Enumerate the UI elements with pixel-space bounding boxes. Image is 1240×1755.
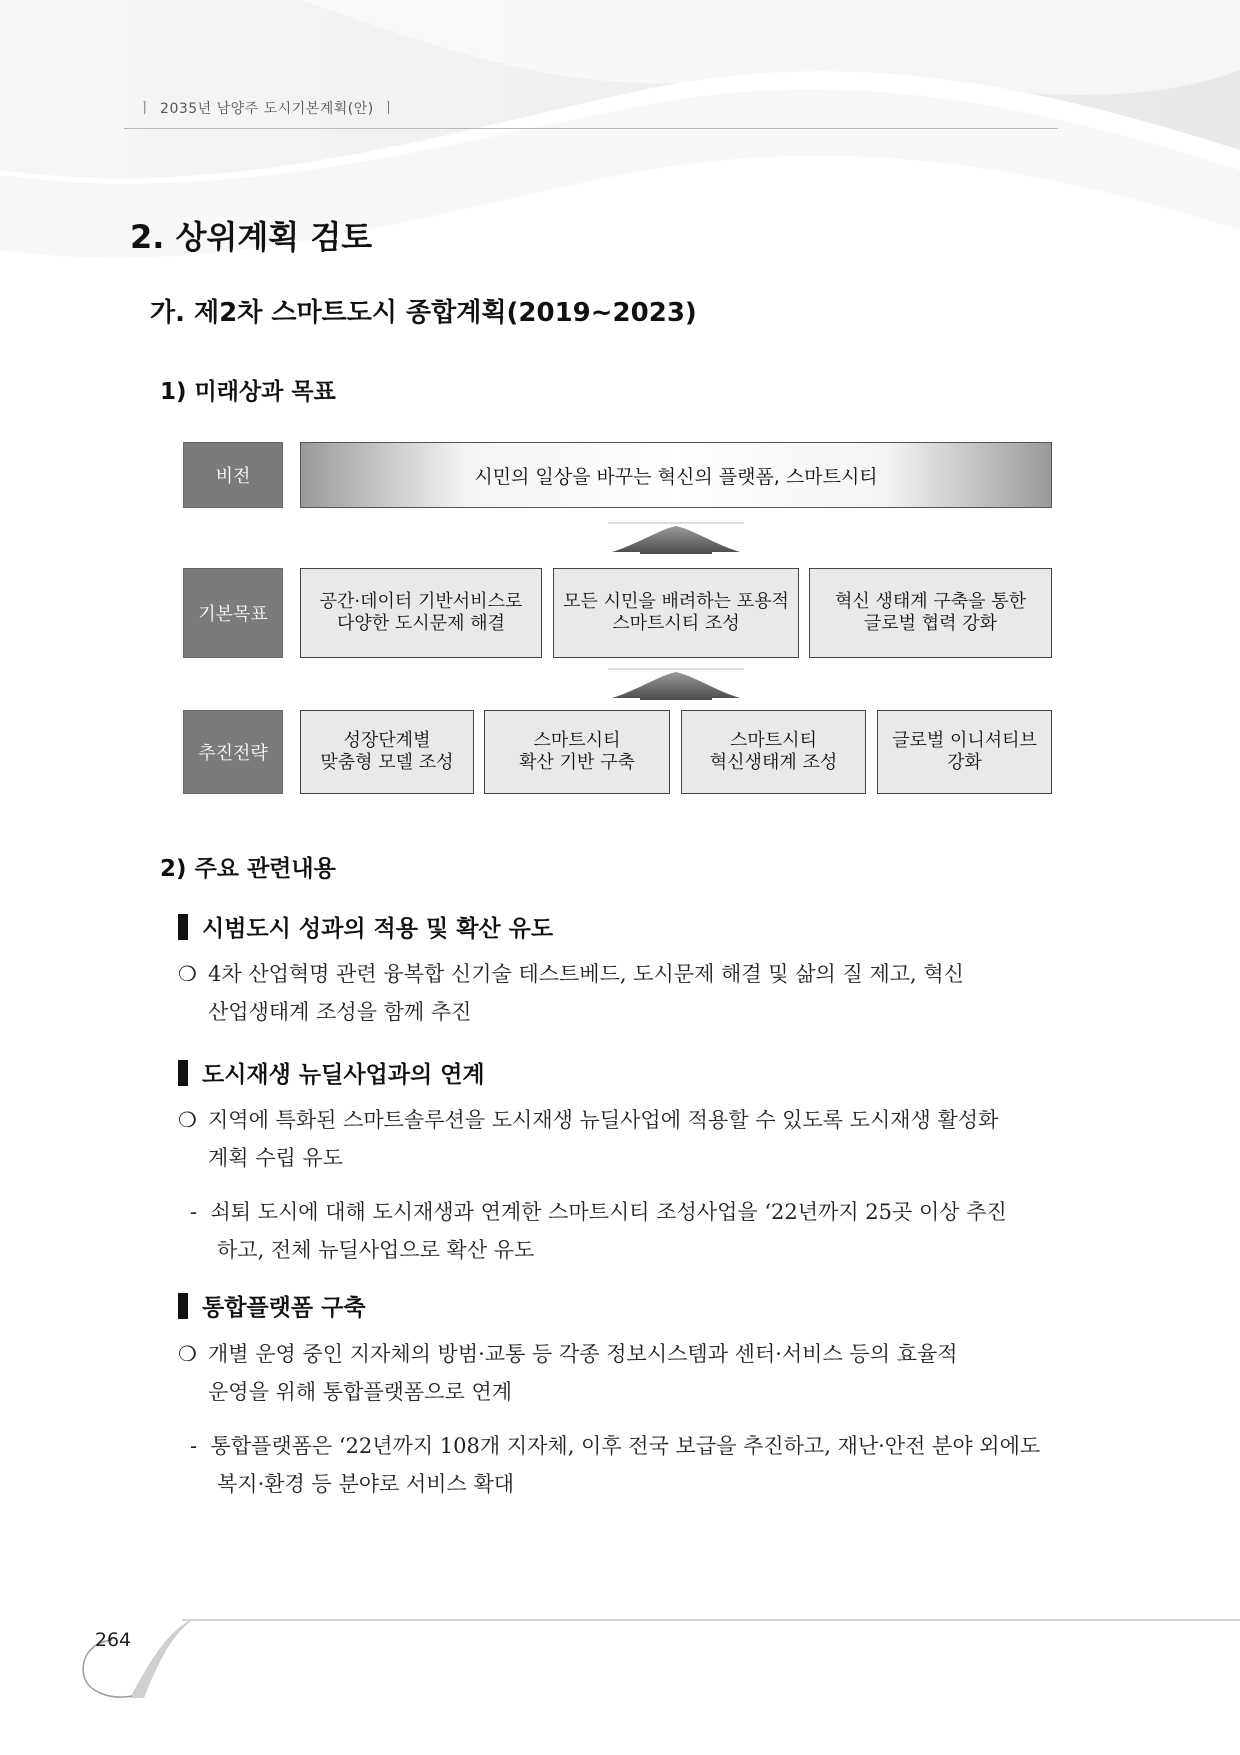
dash-paragraph-3 <box>190 1427 1056 1503</box>
goal-box-2: 모든 시민을 배려하는 포용적 스마트시티 조성 <box>553 568 799 658</box>
topic-heading-2 <box>178 1056 485 1089</box>
arrow-up-icon <box>608 668 744 702</box>
strategy-box-1: 성장단계별 맞춤형 모델 조성 <box>300 710 474 794</box>
topic-heading-3 <box>178 1289 366 1322</box>
row-label-vision: 비전 <box>183 442 283 508</box>
section-heading: 2. 상위계획 검토 <box>130 218 373 256</box>
vision-box: 시민의 일상을 바꾸는 혁신의 플랫폼, 스마트시티 <box>300 442 1052 508</box>
topic-heading-1-text: 시범도시 성과의 적용 및 확산 유도 <box>202 916 554 942</box>
dash-2-line-1: 쇠퇴 도시에 대해 도시재생과 연계한 스마트시티 조성사업을 ‘22년까지 25곳 이상 추진 <box>210 1200 1007 1224</box>
bullet-1-line-2: 산업생태계 조성을 함께 추진 <box>208 1000 472 1024</box>
bullet-1-line-1: 4차 산업혁명 관련 융복합 신기술 테스트베드, 도시문제 해결 및 삶의 질 제고, 혁신 <box>208 962 964 986</box>
dash-paragraph-2 <box>190 1193 1056 1269</box>
bullet-2-line-2: 계획 수립 유도 <box>208 1146 344 1170</box>
topic-heading-3-text: 통합플랫폼 구축 <box>202 1295 366 1321</box>
dash-mark: - <box>190 1200 198 1224</box>
bullet-3-line-2: 운영을 위해 통합플랫폼으로 연계 <box>208 1380 513 1404</box>
header-bar-left: ㅣ <box>138 101 153 117</box>
subsection-heading: 가. 제2차 스마트도시 종합계획(2019~2023) <box>150 298 697 328</box>
dash-2-line-2: 하고, 전체 뉴딜사업으로 확산 유도 <box>217 1238 535 1262</box>
topic-heading-2-text: 도시재생 뉴딜사업과의 연계 <box>202 1062 485 1088</box>
dash-mark: - <box>190 1434 198 1458</box>
strategy-box-3: 스마트시티 혁신생태계 조성 <box>681 710 866 794</box>
square-bullet-icon <box>178 1060 188 1086</box>
running-header <box>130 98 404 118</box>
item-heading-vision-goals: 1) 미래상과 목표 <box>160 379 336 405</box>
circle-bullet-icon: ❍ <box>178 1108 197 1132</box>
goal-box-3: 혁신 생태계 구축을 통한 글로벌 협력 강화 <box>809 568 1052 658</box>
footer-swoosh <box>0 1600 1240 1710</box>
bullet-3-line-1: 개별 운영 중인 지자체의 방범·교통 등 각종 정보시스템과 센터·서비스 등의 효율적 <box>208 1342 958 1366</box>
header-rule <box>124 128 1058 129</box>
item-heading-related-content: 2) 주요 관련내용 <box>160 856 336 882</box>
arrow-up-icon <box>608 522 744 556</box>
bullet-paragraph-2 <box>178 1101 1056 1177</box>
circle-bullet-icon: ❍ <box>178 962 197 986</box>
running-title: 2035년 남양주 도시기본계획(안) <box>160 101 374 117</box>
dash-3-line-2: 복지·환경 등 분야로 서비스 확대 <box>217 1472 515 1496</box>
dash-3-line-1: 통합플랫폼은 ‘22년까지 108개 지자체, 이후 전국 보급을 추진하고, 재난·안전 분야 외에도 <box>210 1434 1041 1458</box>
row-label-goals: 기본목표 <box>183 568 283 658</box>
square-bullet-icon <box>178 914 188 940</box>
strategy-box-4: 글로벌 이니셔티브 강화 <box>877 710 1052 794</box>
strategy-box-2: 스마트시티 확산 기반 구축 <box>484 710 670 794</box>
bullet-paragraph-1 <box>178 955 1056 1031</box>
row-label-strategies: 추진전략 <box>183 710 283 794</box>
goal-box-1: 공간·데이터 기반서비스로 다양한 도시문제 해결 <box>300 568 542 658</box>
bullet-paragraph-3 <box>178 1335 1056 1411</box>
header-bar-right: ㅣ <box>381 101 396 117</box>
bullet-2-line-1: 지역에 특화된 스마트솔루션을 도시재생 뉴딜사업에 적용할 수 있도록 도시재생 활성화 <box>208 1108 999 1132</box>
circle-bullet-icon: ❍ <box>178 1342 197 1366</box>
topic-heading-1 <box>178 910 553 943</box>
square-bullet-icon <box>178 1293 188 1319</box>
page-number: 264 <box>94 1629 132 1651</box>
